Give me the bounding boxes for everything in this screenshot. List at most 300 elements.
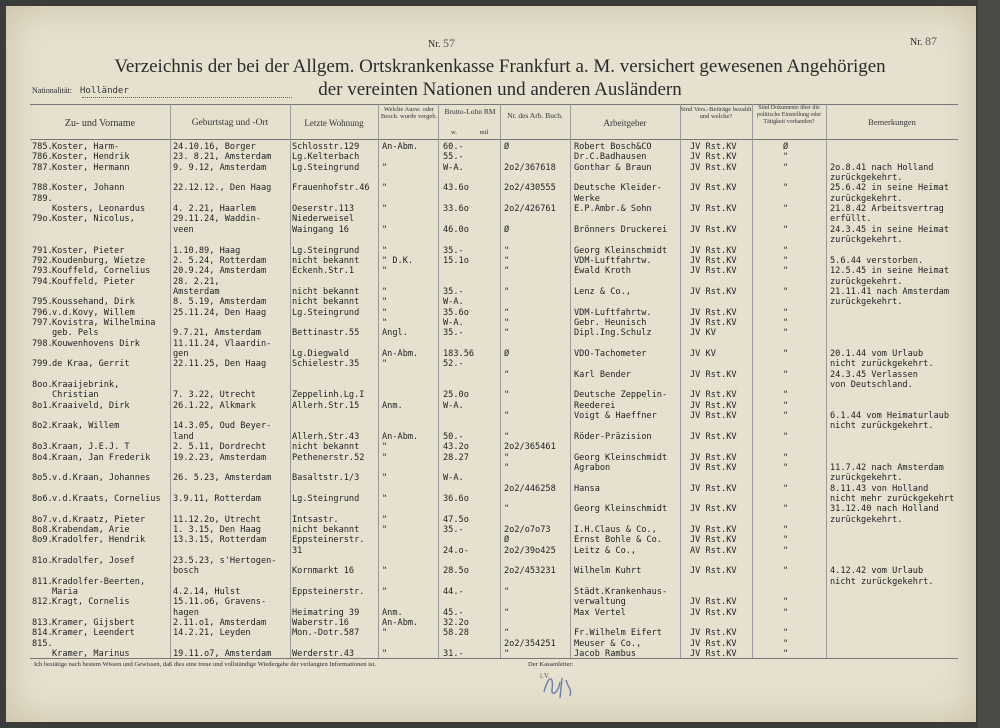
row-registration-type: Anm. <box>382 400 403 411</box>
row-name: Kraan, J.E.J. T <box>52 442 130 453</box>
row-wage: W-A. <box>443 400 464 411</box>
row-wage: 47.5o <box>443 514 469 525</box>
row-remarks: zurückgekehrt. <box>830 193 903 204</box>
row-wage: 33.6o <box>443 204 469 215</box>
row-birth: 9. 9.12, Amsterdam <box>173 162 267 173</box>
row-work-book: Ø <box>504 224 510 235</box>
row-contributions: JV Rst.KV <box>690 390 737 401</box>
row-name: Kouffeld, Cornelius <box>52 266 151 277</box>
row-birth: 13.3.15, Rotterdam <box>173 535 267 546</box>
row-employer: verwaltung <box>574 597 626 608</box>
col-header-type: Welche Ausw. oder Besch. wurde vergeb. <box>380 106 438 121</box>
row-name: de Kraa, Gerrit <box>52 359 130 370</box>
row-employer: Lenz & Co., <box>574 286 631 297</box>
row-contributions: JV Rst.KV <box>690 152 737 163</box>
row-documents: " <box>783 183 789 194</box>
row-employer: Voigt & Haeffner <box>574 411 657 422</box>
row-work-book: " <box>504 649 510 660</box>
row-residence: Pethenerstr.52 <box>292 452 365 463</box>
row-remarks: zurückgekehrt. <box>830 173 903 184</box>
title-line-1: Verzeichnis der bei der Allgem. Ortskrankenkasse Frankfurt a. M. versichert gewesenen Angehörigen <box>114 56 886 77</box>
row-registration-type: " <box>382 245 388 256</box>
row-residence: Zeppelinh.Lg.I <box>292 390 365 401</box>
row-employer: Georg Kleinschmidt <box>574 245 668 256</box>
row-work-book: " <box>504 504 510 515</box>
row-number: 792. <box>32 255 53 266</box>
row-birth: 4. 2.21, Haarlem <box>173 204 256 215</box>
row-employer: Dipl.Ing.Schulz <box>574 328 652 339</box>
row-number: 788. <box>32 183 53 194</box>
row-contributions: JV KV <box>690 349 716 359</box>
row-contributions: JV Rst.KV <box>690 483 737 494</box>
row-documents: " <box>783 317 789 328</box>
row-documents: " <box>783 462 789 473</box>
row-wage: W-A. <box>443 297 464 308</box>
row-employer: Georg Kleinschmidt <box>574 452 668 463</box>
row-documents: " <box>783 597 789 608</box>
row-employer: Hansa <box>574 483 600 494</box>
row-birth: 20.9.24, Amsterdam <box>173 266 267 277</box>
row-documents: " <box>783 286 789 297</box>
row-birth: 2.11.o1, Amsterdam <box>173 618 267 629</box>
row-name: Koudenburg, Wietze <box>52 255 146 266</box>
row-number: 811. <box>32 576 53 587</box>
row-contributions: JV Rst.KV <box>690 286 737 297</box>
row-number: 79o. <box>32 214 53 225</box>
row-registration-type: An-Abm. <box>382 618 419 629</box>
row-documents: " <box>783 224 789 235</box>
row-name: Kouwenhovens Dirk <box>52 338 140 349</box>
row-contributions: AV Rst.KV <box>690 545 737 556</box>
row-name: geb. Pels <box>52 328 99 339</box>
row-documents: " <box>783 638 789 649</box>
row-name: Kraan, Jan Frederik <box>52 452 151 463</box>
row-name: Maria <box>52 587 78 598</box>
row-employer: Karl Bender <box>574 369 631 380</box>
row-contributions: JV KV <box>690 328 716 339</box>
row-employer: Dr.C.Badhausen <box>574 152 647 163</box>
row-employer: Werke <box>574 193 600 204</box>
row-residence: nicht bekannt <box>292 442 360 453</box>
row-documents: " <box>783 411 789 422</box>
row-contributions: JV Rst.KV <box>690 255 737 266</box>
row-residence: Werderstr.43 <box>292 649 355 660</box>
row-name: Kramer, Gijsbert <box>52 618 135 629</box>
row-number: 8o8. <box>32 524 53 535</box>
row-employer: E.P.Ambr.& Sohn <box>574 204 652 215</box>
row-name: Kraaijebrink, <box>52 380 120 391</box>
row-name: Koster, Harm- <box>52 142 120 152</box>
row-birth: 22.11.25, Den Haag <box>173 359 267 370</box>
row-name: Koster, Hermann <box>52 162 130 173</box>
row-birth: 1.10.89, Haag <box>173 245 241 256</box>
row-work-book: 2o2/446258 <box>504 483 556 494</box>
row-employer: VDM-Luftfahrtw. <box>574 307 652 318</box>
row-number: 787. <box>32 162 53 173</box>
title-line-2: der vereinten Nationen und anderen Ausländern <box>318 79 682 100</box>
row-number: 813. <box>32 618 53 629</box>
row-wage: 183.56 <box>443 349 475 359</box>
row-registration-type: " <box>382 162 388 173</box>
row-remarks: 21.8.42 Arbeitsvertrag <box>830 204 944 215</box>
row-employer: Röder-Präzision <box>574 431 652 442</box>
row-wage: 35.6o <box>443 307 469 318</box>
row-number: 8o1. <box>32 400 53 411</box>
row-name: v.d.Kraats, Cornelius <box>52 493 161 504</box>
row-wage: 35.- <box>443 245 464 256</box>
row-employer: Brönners Druckerei <box>574 224 668 235</box>
row-registration-type: " <box>382 628 388 639</box>
row-contributions: JV Rst.KV <box>690 452 737 463</box>
row-documents: " <box>783 504 789 515</box>
row-work-book: 2o2/354251 <box>504 638 556 649</box>
row-work-book: " <box>504 431 510 442</box>
row-birth: 29.11.24, Waddin- <box>173 214 261 225</box>
row-residence: Lg.Steingrund <box>292 162 360 173</box>
row-registration-type: " <box>382 587 388 598</box>
row-name: Kosters, Leonardus <box>52 204 146 215</box>
row-contributions: JV Rst.KV <box>690 504 737 515</box>
row-number: 8oo. <box>32 380 53 391</box>
row-documents: " <box>783 204 789 215</box>
row-contributions: JV Rst.KV <box>690 224 737 235</box>
col-header-wage-w: w. <box>451 129 457 136</box>
row-remarks: von Deutschland. <box>830 380 913 391</box>
row-remarks: zurückgekehrt. <box>830 297 903 308</box>
footer-official: Der Kassenleiter: <box>528 661 574 668</box>
row-number: 786. <box>32 152 53 163</box>
row-birth: land <box>173 431 194 442</box>
row-work-book: " <box>504 245 510 256</box>
row-residence: 31 <box>292 545 303 556</box>
row-wage: 60.- <box>443 142 464 152</box>
row-birth: 28. 2.21, <box>173 276 220 287</box>
row-residence: Kornmarkt 16 <box>292 566 355 577</box>
row-employer: Wilhelm Kuhrt <box>574 566 642 577</box>
row-registration-type: " <box>382 473 388 484</box>
row-contributions: JV Rst.KV <box>690 524 737 535</box>
row-contributions: JV Rst.KV <box>690 245 737 256</box>
row-contributions: JV Rst.KV <box>690 266 737 277</box>
row-contributions: JV Rst.KV <box>690 317 737 328</box>
row-documents: " <box>783 566 789 577</box>
row-number: 8o7. <box>32 514 53 525</box>
nr-value-left: 57 <box>443 36 455 50</box>
row-wage: 52.- <box>443 359 464 370</box>
row-birth: 11.12.2o, Utrecht <box>173 514 261 525</box>
row-registration-type: " <box>382 307 388 318</box>
row-number: 797. <box>32 317 53 328</box>
table-row <box>0 649 1000 661</box>
row-number: 8o9. <box>32 535 53 546</box>
row-wage: 44.- <box>443 587 464 598</box>
row-residence: Lg.Steingrund <box>292 245 360 256</box>
row-birth: 23. 8.21, Amsterdam <box>173 152 272 163</box>
row-contributions: JV Rst.KV <box>690 400 737 411</box>
row-name: Koussehand, Dirk <box>52 297 135 308</box>
row-documents: " <box>783 162 789 173</box>
row-work-book: 2o2/o7o73 <box>504 524 551 535</box>
row-birth: gen <box>173 349 189 359</box>
row-work-book: Ø <box>504 535 510 546</box>
row-residence: Allerh.Str.15 <box>292 400 360 411</box>
row-name: Kradolfer-Beerten, <box>52 576 146 587</box>
row-name: Koster, Pieter <box>52 245 125 256</box>
row-remarks: 24.3.45 in seine Heimat <box>830 224 949 235</box>
row-work-book: 2o2/426761 <box>504 204 556 215</box>
row-contributions: JV Rst.KV <box>690 431 737 442</box>
row-contributions: JV Rst.KV <box>690 597 737 608</box>
row-wage: 32.2o <box>443 618 469 629</box>
row-name: Kradolfer, Josef <box>52 556 135 566</box>
row-contributions: JV Rst.KV <box>690 607 737 618</box>
nr-label-right: Nr. 87 <box>910 34 937 48</box>
row-residence: Oeserstr.113 <box>292 204 355 215</box>
row-registration-type: An-Abm. <box>382 349 419 359</box>
row-name: Koster, Hendrik <box>52 152 130 163</box>
row-documents: " <box>783 524 789 535</box>
row-registration-type: Anm. <box>382 607 403 618</box>
row-work-book: " <box>504 328 510 339</box>
row-number: 796. <box>32 307 53 318</box>
row-wage: 25.0o <box>443 390 469 401</box>
row-wage: W-A. <box>443 473 464 484</box>
row-birth: 19.11.o7, Amsterdam <box>173 649 272 660</box>
row-employer: Reederei <box>574 400 616 411</box>
row-employer: Fr.Wilhelm Eifert <box>574 628 662 639</box>
row-contributions: JV Rst.KV <box>690 649 737 660</box>
col-header-birth: Geburtstag und -Ort <box>191 118 269 128</box>
row-birth: 14.3.05, Oud Beyer- <box>173 421 272 432</box>
row-name: Kramer, Marinus <box>52 649 130 660</box>
row-remarks: erfüllt. <box>830 214 872 225</box>
row-remarks: 4.12.42 vom Urlaub <box>830 566 924 577</box>
row-documents: " <box>783 649 789 660</box>
row-wage: 24.o- <box>443 545 469 556</box>
row-documents: " <box>783 545 789 556</box>
row-name: Koster, Nicolus, <box>52 214 135 225</box>
row-employer: Ewald Kroth <box>574 266 631 277</box>
row-name: Kraak, Willem <box>52 421 120 432</box>
row-contributions: JV Rst.KV <box>690 307 737 318</box>
row-wage: 36.6o <box>443 493 469 504</box>
row-employer: Gebr. Heunisch <box>574 317 647 328</box>
row-birth: 1. 3.15, Den Haag <box>173 524 261 535</box>
row-birth: 25.11.24, Den Haag <box>173 307 267 318</box>
row-remarks: 31.12.40 nach Holland <box>830 504 939 515</box>
row-documents: " <box>783 452 789 463</box>
row-residence: nicht bekannt <box>292 255 360 266</box>
row-work-book: 2o2/430555 <box>504 183 556 194</box>
row-residence: Mon.-Dotr.587 <box>292 628 360 639</box>
row-registration-type: " <box>382 524 388 535</box>
row-residence: Lg.Kelterbach <box>292 152 360 163</box>
row-contributions: JV Rst.KV <box>690 535 737 546</box>
row-remarks: nicht mehr zurückgekehrt <box>830 493 955 504</box>
row-work-book: " <box>504 607 510 618</box>
row-remarks: 20.1.44 vom Urlaub <box>830 349 924 359</box>
row-name: Christian <box>52 390 99 401</box>
row-birth: veen <box>173 224 194 235</box>
row-remarks: zurückgekehrt. <box>830 235 903 246</box>
row-employer: Georg Kleinschmidt <box>574 504 668 515</box>
row-birth: 7. 3.22, Utrecht <box>173 390 256 401</box>
row-employer: Agrabon <box>574 462 611 473</box>
row-documents: " <box>783 307 789 318</box>
nationality <box>32 86 129 96</box>
row-number: 795. <box>32 297 53 308</box>
row-registration-type: " <box>382 224 388 235</box>
row-residence: nicht bekannt <box>292 297 360 308</box>
row-residence: Schlosstr.129 <box>292 142 360 152</box>
row-work-book: " <box>504 587 510 598</box>
col-header-wage: Brutto-Lohn RM <box>444 107 496 116</box>
row-work-book: " <box>504 390 510 401</box>
row-number: 81o. <box>32 556 53 566</box>
row-wage: 28.5o <box>443 566 469 577</box>
row-name: Kramer, Leendert <box>52 628 135 639</box>
row-number: 8o4. <box>32 452 53 463</box>
row-work-book: 2o2/365461 <box>504 442 556 453</box>
row-employer: Städt.Krankenhaus- <box>574 587 668 598</box>
row-name: v.d.Kraatz, Pieter <box>52 514 146 525</box>
row-residence: Waberstr.16 <box>292 618 349 629</box>
row-documents: " <box>783 328 789 339</box>
row-employer: Meuser & Co., <box>574 638 642 649</box>
row-residence: Lg.Diegwald <box>292 349 349 359</box>
nationality-value: Holländer <box>80 86 129 96</box>
row-wage: 46.0o <box>443 224 469 235</box>
row-remarks: 25.6.42 in seine Heimat <box>830 183 949 194</box>
row-work-book: " <box>504 411 510 422</box>
row-birth: Amsterdam <box>173 286 220 297</box>
row-registration-type: " <box>382 183 388 194</box>
row-registration-type: " <box>382 493 388 504</box>
row-documents: " <box>783 390 789 401</box>
row-residence: Eppsteinerstr. <box>292 587 365 598</box>
row-residence: Basaltstr.1/3 <box>292 473 360 484</box>
row-number: 8o5. <box>32 473 53 484</box>
row-birth: 2. 5.11, Dordrecht <box>173 442 267 453</box>
row-number: 815. <box>32 638 53 649</box>
row-employer: Ernst Bohle & Co. <box>574 535 662 546</box>
row-registration-type: " <box>382 442 388 453</box>
row-residence: Lg.Steingrund <box>292 493 360 504</box>
row-employer: Leitz & Co., <box>574 545 637 556</box>
row-registration-type: " D.K. <box>382 255 414 266</box>
row-contributions: JV Rst.KV <box>690 204 737 215</box>
row-residence: Eppsteinerstr. <box>292 535 365 546</box>
row-residence: Schielestr.35 <box>292 359 360 370</box>
row-employer: Deutsche Kleider- <box>574 183 662 194</box>
row-documents: " <box>783 369 789 380</box>
row-documents: " <box>783 628 789 639</box>
row-documents: " <box>783 535 789 546</box>
row-work-book: Ø <box>504 349 510 359</box>
row-registration-type: " <box>382 286 388 297</box>
col-header-documents: Sind Dokumente über die politische Einstellung oder Tätigkeit vorhanden? <box>756 105 822 125</box>
row-documents: " <box>783 349 789 359</box>
row-residence: Niederweisel <box>292 214 355 225</box>
row-work-book: " <box>504 286 510 297</box>
row-birth: 9.7.21, Amsterdam <box>173 328 261 339</box>
row-work-book: " <box>504 266 510 277</box>
row-employer: Max Vertel <box>574 607 626 618</box>
row-work-book: " <box>504 307 510 318</box>
row-employer: Robert Bosch&CO <box>574 142 652 152</box>
row-residence: Bettinastr.55 <box>292 328 360 339</box>
signature-text: i.V. <box>540 672 550 680</box>
row-registration-type: " <box>382 566 388 577</box>
row-residence: nicht bekannt <box>292 524 360 535</box>
row-number: 8o6. <box>32 493 53 504</box>
row-residence: Frauenhofstr.46 <box>292 183 370 194</box>
row-documents: " <box>783 431 789 442</box>
row-wage: 31.- <box>443 649 464 660</box>
row-registration-type: " <box>382 266 388 277</box>
row-contributions: JV Rst.KV <box>690 566 737 577</box>
row-remarks: 11.7.42 nach Amsterdam <box>830 462 944 473</box>
row-contributions: JV Rst.KV <box>690 462 737 473</box>
row-name: Kraaiveld, Dirk <box>52 400 130 411</box>
nationality-label: Nationalität: <box>32 86 72 95</box>
row-number: 789. <box>32 193 53 204</box>
row-wage: 50.- <box>443 431 464 442</box>
row-number: 793. <box>32 266 53 277</box>
row-wage: 35.- <box>443 524 464 535</box>
row-name: Koster, Johann <box>52 183 125 194</box>
row-registration-type: " <box>382 359 388 370</box>
row-employer: Gonthar & Braun <box>574 162 652 173</box>
col-header-name: Zu- und Vorname <box>64 118 136 129</box>
row-number: 785. <box>32 142 53 152</box>
row-number: 791. <box>32 245 53 256</box>
row-name: Kovistra, Wilhelmina <box>52 317 156 328</box>
row-work-book: " <box>504 317 510 328</box>
row-work-book: " <box>504 452 510 463</box>
row-birth: 23.5.23, s'Hertogen- <box>173 556 277 566</box>
row-remarks: 5.6.44 verstorben. <box>830 255 924 266</box>
row-name: Krabendam, Arie <box>52 524 130 535</box>
nr-value-right: 87 <box>925 34 937 48</box>
row-contributions: JV Rst.KV <box>690 369 737 380</box>
row-work-book: " <box>504 462 510 473</box>
row-number: 799. <box>32 359 53 370</box>
row-registration-type: An-Abm. <box>382 142 419 152</box>
row-employer: I.H.Claus & Co., <box>574 524 657 535</box>
row-residence: Heimatring 39 <box>292 607 360 618</box>
row-wage: 35.- <box>443 328 464 339</box>
row-registration-type: " <box>382 297 388 308</box>
row-wage: W-A. <box>443 317 464 328</box>
row-work-book: 2o2/367618 <box>504 162 556 173</box>
nr-label-left: Nr. 57 <box>428 36 455 50</box>
row-remarks: 6.1.44 vom Heimaturlaub <box>830 411 949 422</box>
row-name: v.d.Kraan, Johannes <box>52 473 151 484</box>
row-wage: 58.28 <box>443 628 469 639</box>
row-birth: 15.11.o6, Gravens- <box>173 597 267 608</box>
row-name: Kradolfer, Hendrik <box>52 535 146 546</box>
footer-declaration: Ich bestätige nach bestem Wissen und Gewissen, daß dies eine treue und vollständige Wiedergabe der verlangten Informationen ist. <box>34 661 376 668</box>
row-wage: 43.6o <box>443 183 469 194</box>
col-header-contributions: Sind Vers.-Beiträge bezahlt und welche? <box>680 106 752 121</box>
row-registration-type: " <box>382 514 388 525</box>
row-contributions: JV Rst.KV <box>690 628 737 639</box>
row-contributions: JV Rst.KV <box>690 142 737 152</box>
row-birth: 19.2.23, Amsterdam <box>173 452 267 463</box>
row-documents: " <box>783 400 789 411</box>
row-wage: 43.2o <box>443 442 469 453</box>
